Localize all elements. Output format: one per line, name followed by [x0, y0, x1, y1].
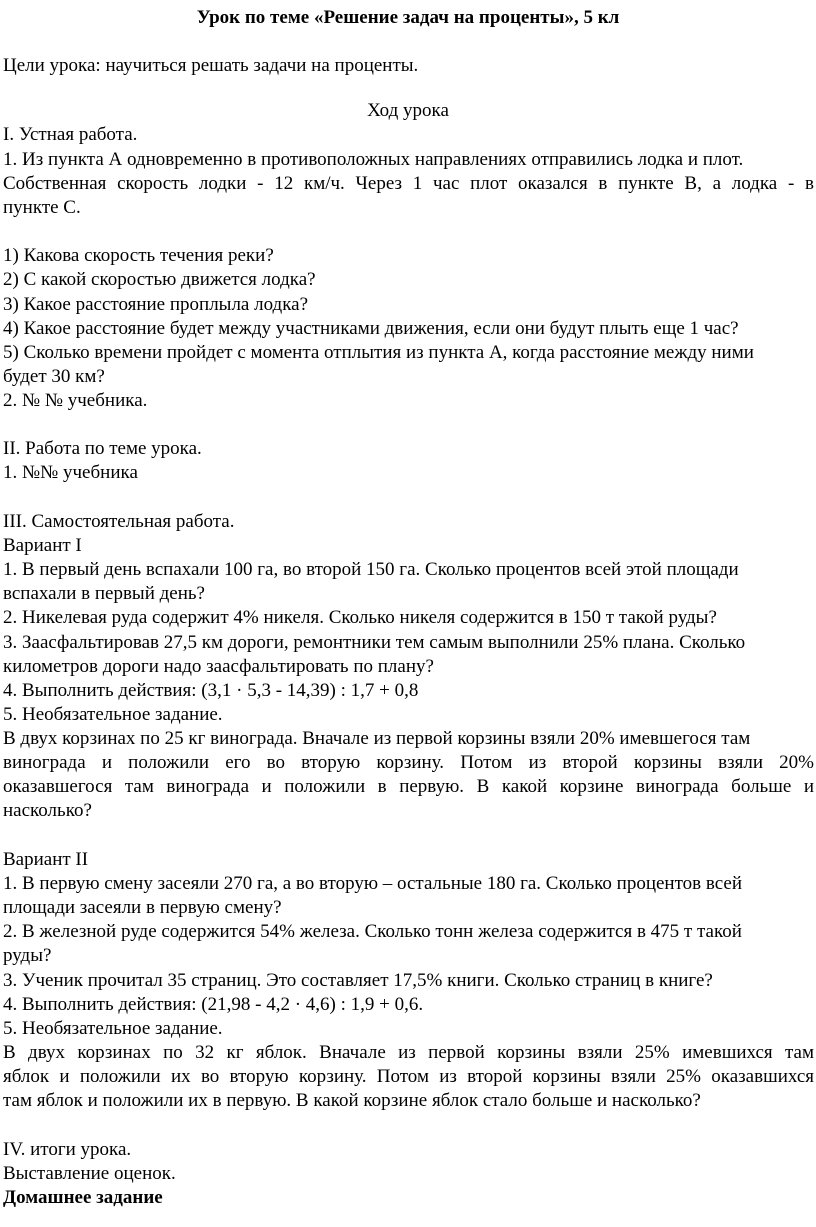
- variant-1-line: 2. Никелевая руда содержит 4% никеля. Сколько никеля содержится в 150 т такой руды?: [3, 607, 717, 628]
- variant-1-line: 5. Необязательное задание.: [3, 704, 223, 725]
- variant-2-line: яблок и положили их во вторую корзину. Потом из второй корзины взяли 25% оказавшихся: [3, 1066, 814, 1087]
- variant-1-line: винограда и положили его во вторую корзину. Потом из второй корзины взяли 20%: [3, 752, 814, 773]
- variant-2-heading: Вариант II: [3, 849, 89, 870]
- variant-2-line: там яблок и положили их в первую. В какой корзине яблок стало больше и насколько?: [3, 1090, 701, 1111]
- variant-1-heading: Вариант I: [3, 535, 82, 556]
- variant-2-line: 3. Ученик прочитал 35 страниц. Это составляет 17,5% книги. Сколько страниц в книге?: [3, 970, 713, 991]
- question-line: 1) Какова скорость течения реки?: [3, 245, 274, 266]
- section-3-heading: III. Самостоятельная работа.: [3, 511, 235, 532]
- textbook-line: 1. №№ учебника: [3, 462, 138, 483]
- section-4-heading: IV. итоги урока.: [3, 1139, 132, 1160]
- question-line: 3) Какое расстояние проплыла лодка?: [3, 294, 309, 315]
- variant-2-line: 1. В первую смену засеяли 270 га, а во вторую – остальные 180 га. Сколько процентов всей: [3, 873, 742, 894]
- variant-1-line: оказавшегося там винограда и положили в первую. В какой корзине винограда больше и: [3, 776, 814, 797]
- variant-2-line: площади засеяли в первую смену?: [3, 897, 282, 918]
- variant-2-line: руды?: [3, 945, 52, 966]
- grading-line: Выставление оценок.: [3, 1163, 176, 1184]
- homework-heading: Домашнее задание: [3, 1187, 163, 1208]
- question-line: будет 30 км?: [3, 366, 105, 387]
- textbook-line: 2. № № учебника.: [3, 390, 148, 411]
- variant-1-line: 4. Выполнить действия: (3,1 · 5,3 - 14,39) : 1,7 + 0,8: [3, 680, 419, 701]
- variant-1-line: 1. В первый день вспахали 100 га, во второй 150 га. Сколько процентов всей этой площади: [3, 559, 739, 580]
- variant-2-line: В двух корзинах по 32 кг яблок. Вначале из первой корзины взяли 25% имевшихся там: [3, 1042, 814, 1063]
- section-2-heading: II. Работа по теме урока.: [3, 438, 202, 459]
- variant-1-line: 3. Заасфальтировав 27,5 км дороги, ремонтники тем самым выполнили 25% плана. Сколько: [3, 632, 746, 653]
- lesson-heading: Ход урока: [367, 100, 449, 121]
- problem-line: 1. Из пункта А одновременно в противоположных направлениях отправились лодка и плот.: [3, 149, 744, 170]
- variant-1-line: километров дороги надо заасфальтировать по плану?: [3, 656, 434, 677]
- problem-line: пункте С.: [3, 197, 81, 218]
- variant-2-line: 4. Выполнить действия: (21,98 - 4,2 · 4,6) : 1,9 + 0,6.: [3, 994, 424, 1015]
- variant-1-line: В двух корзинах по 25 кг винограда. Вначале из первой корзины взяли 20% имевшегося там: [3, 728, 751, 749]
- question-line: 5) Сколько времени пройдет с момента отплытия из пункта А, когда расстояние между ними: [3, 342, 754, 363]
- variant-2-line: 5. Необязательное задание.: [3, 1018, 223, 1039]
- variant-1-line: вспахали в первый день?: [3, 583, 205, 604]
- document-title: Урок по теме «Решение задач на проценты», 5 кл: [196, 7, 620, 28]
- lesson-goals: Цели урока: научиться решать задачи на проценты.: [3, 55, 419, 76]
- question-line: 2) С какой скоростью движется лодка?: [3, 269, 316, 290]
- variant-2-line: 2. В железной руде содержится 54% железа. Сколько тонн железа содержится в 475 т такой: [3, 921, 742, 942]
- variant-1-line: насколько?: [3, 800, 92, 821]
- problem-line: Собственная скорость лодки - 12 км/ч. Через 1 час плот оказался в пункте В, а лодка - в: [3, 173, 814, 194]
- section-1-heading: I. Устная работа.: [3, 124, 138, 145]
- question-line: 4) Какое расстояние будет между участниками движения, если они будут плыть еще 1 час?: [3, 318, 739, 339]
